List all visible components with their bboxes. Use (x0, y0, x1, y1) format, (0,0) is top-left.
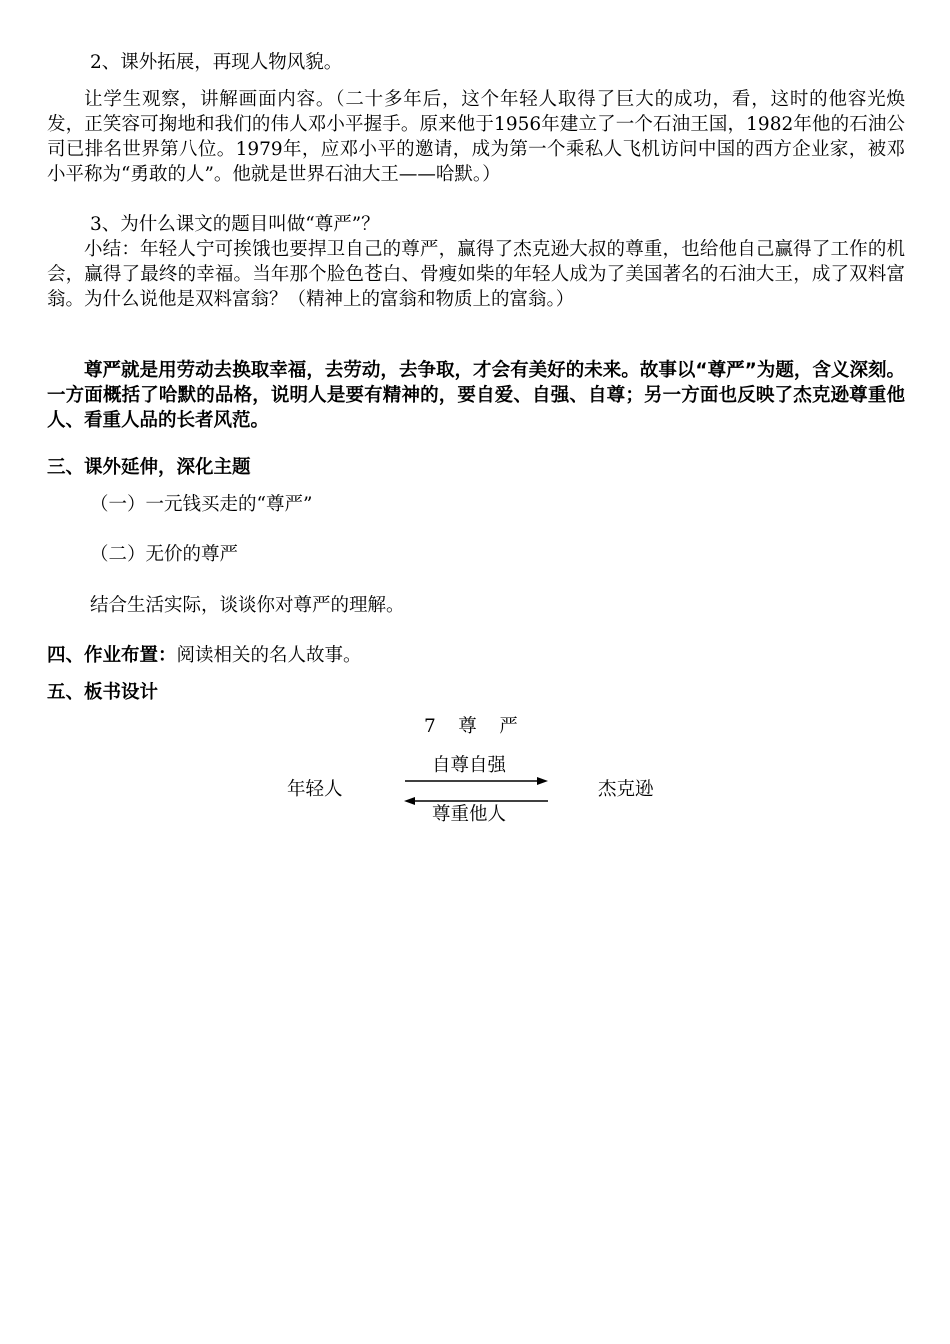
right-arrow-head (537, 777, 548, 785)
discussion-prompt: 结合生活实际，谈谈你对尊严的理解。 (90, 595, 405, 616)
subsection-2: （二）无价的尊严 (90, 544, 239, 565)
observe-paragraph: 让学生观察，讲解画面内容。（二十多年后，这个年轻人取得了巨大的成功，看，这时的他容光焕发，正笑容可掬地和我们的伟人邓小平握手。原来他于1956年建立了一个石油王国，1982年他的石油公司已排名世界第八位。1979年，应邓小平的邀请，成为第一个乘私人飞机访问中国的西方企业家，被邓小平称为“勇敢的人”。他就是世界石油大王——哈默。） (47, 89, 905, 185)
section-4-heading: 四、作业布置： (47, 645, 177, 666)
item-3-heading: 3、为什么课文的题目叫做“尊严”？ (90, 214, 380, 235)
board-right-label: 杰克逊 (598, 779, 654, 800)
board-left-label: 年轻人 (287, 779, 343, 800)
homework-text: 阅读相关的名人故事。 (176, 645, 362, 666)
left-arrow-head (404, 797, 415, 805)
section-5-heading: 五、板书设计 (47, 682, 159, 703)
board-title: 7 尊 严 (424, 716, 520, 737)
dignity-meaning-paragraph: 尊严就是用劳动去换取幸福，去劳动，去争取，才会有美好的未来。故事以“尊严”为题，含义深刻。一方面概括了哈默的品格，说明人是要有精神的，要自爱、自强、自尊；另一方面也反映了杰克逊尊重他人、看重人品的长者风范。 (47, 360, 905, 431)
summary-paragraph: 小结：年轻人宁可挨饿也要捍卫自己的尊严，赢得了杰克逊大叔的尊重，也给他自己赢得了工作的机会，赢得了最终的幸福。当年那个脸色苍白、骨瘦如柴的年轻人成为了美国著名的石油大王，成了双料富翁。为什么说他是双料富翁？（精神上的富翁和物质上的富翁。） (47, 239, 905, 310)
subsection-1: （一）一元钱买走的“尊严” (90, 494, 313, 515)
section-4-line (47, 643, 362, 668)
section-3-heading: 三、课外延伸，深化主题 (47, 457, 251, 478)
board-top-label: 自尊自强 (432, 755, 507, 776)
board-bottom-label: 尊重他人 (432, 804, 507, 825)
item-2-heading: 2、课外拓展，再现人物风貌。 (90, 52, 343, 73)
